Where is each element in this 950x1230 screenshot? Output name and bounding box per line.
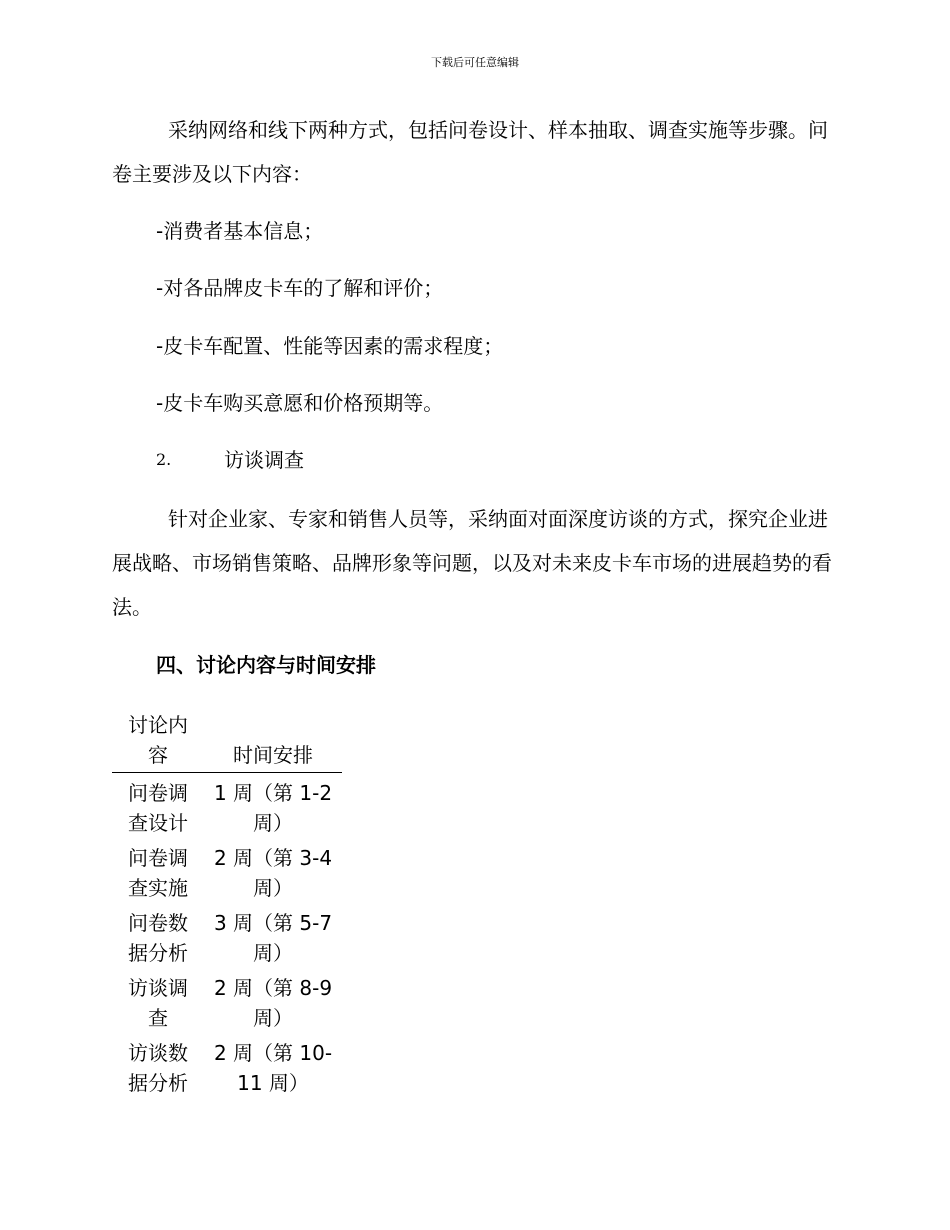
table-cell: 2 周（第 3-4 周） bbox=[213, 846, 333, 900]
table-cell: 访谈调查 bbox=[128, 976, 188, 1030]
section-title: 四、讨论内容与时间安排 bbox=[156, 653, 376, 677]
table-row bbox=[112, 1033, 342, 1098]
table-cell: 2 周（第 10-11 周） bbox=[213, 1041, 333, 1095]
table-cell: 2 周（第 8-9 周） bbox=[213, 976, 333, 1030]
bullet-item: -对各品牌皮卡车的了解和评价； bbox=[156, 276, 444, 300]
subsection-title: 访谈调查 bbox=[224, 448, 304, 472]
table-cell: 访谈数据分析 bbox=[128, 1041, 188, 1095]
table-row bbox=[112, 903, 342, 968]
interview-paragraph: 针对企业家、专家和销售人员等，采纳面对面深度访谈的方式，探究企业进展战略、市场销售策略、品牌形象等问题，以及对未来皮卡车市场的进展趋势的看法。 bbox=[112, 507, 832, 619]
schedule-table bbox=[112, 710, 342, 1098]
table-cell: 3 周（第 5-7 周） bbox=[213, 911, 333, 965]
bullet-item: -消费者基本信息； bbox=[156, 219, 324, 243]
table-header-row bbox=[112, 710, 342, 773]
table-cell: 问卷调查设计 bbox=[128, 781, 188, 835]
bullet-item: -皮卡车购买意愿和价格预期等。 bbox=[156, 391, 444, 415]
table-cell: 问卷调查实施 bbox=[128, 846, 188, 900]
table-cell: 1 周（第 1-2 周） bbox=[213, 781, 333, 835]
subsection-number: 2. bbox=[156, 450, 172, 469]
table-cell: 问卷数据分析 bbox=[128, 911, 188, 965]
page-header-note: 下载后可任意编辑 bbox=[431, 56, 519, 69]
column-header-time: 时间安排 bbox=[204, 710, 342, 773]
intro-paragraph: 采纳网络和线下两种方式，包括问卷设计、样本抽取、调查实施等步骤。问卷主要涉及以下内容： bbox=[112, 118, 828, 186]
table-row bbox=[112, 968, 342, 1033]
bullet-item: -皮卡车配置、性能等因素的需求程度； bbox=[156, 334, 504, 358]
column-header-content: 讨论内容 bbox=[112, 710, 204, 773]
table-row bbox=[112, 838, 342, 903]
table-row bbox=[112, 773, 342, 839]
